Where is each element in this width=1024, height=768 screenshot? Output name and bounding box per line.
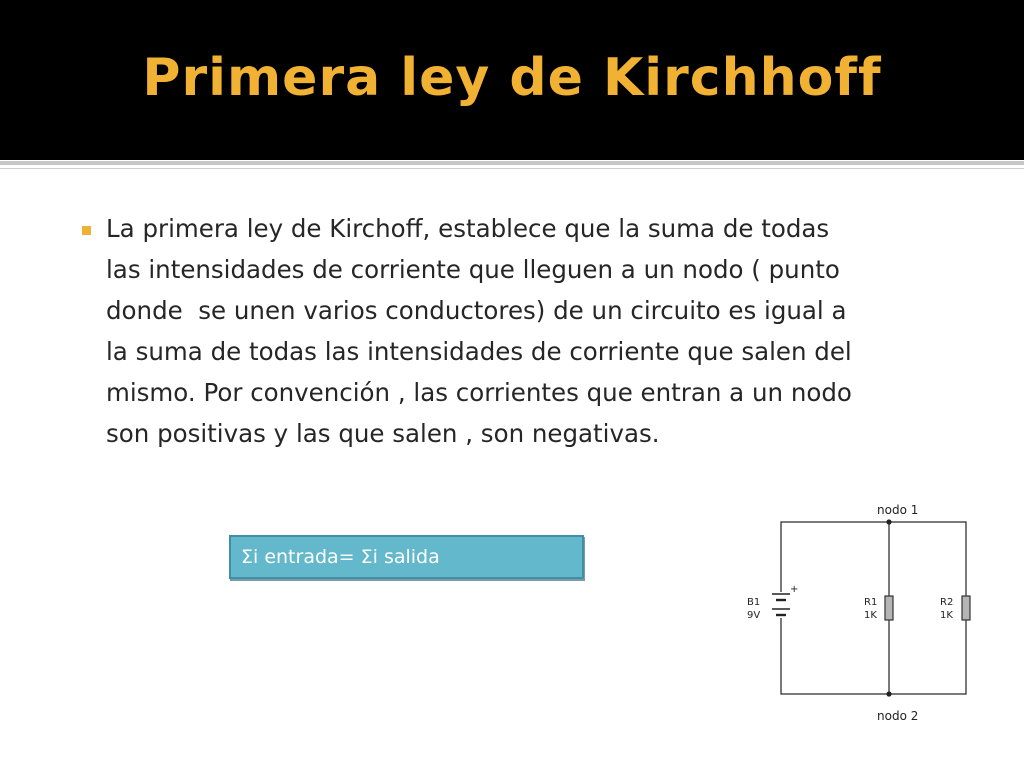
title-bar (0, 0, 1024, 160)
slide-title: Primera ley de Kirchhoff (142, 48, 882, 108)
formula-box (229, 535, 584, 579)
body-line: la suma de todas las intensidades de corriente que salen del (106, 337, 852, 366)
body-line: son positivas y las que salen , son negativas. (106, 419, 660, 448)
body-line: La primera ley de Kirchoff, establece que la suma de todas (106, 214, 830, 243)
node-2-label: nodo 2 (877, 709, 919, 723)
title-divider-thin (0, 168, 1024, 169)
battery-value: 9V (747, 610, 761, 621)
title-divider (0, 161, 1024, 165)
resistor-r2-icon (962, 596, 970, 620)
body-line: mismo. Por convención , las corrientes que entran a un nodo (106, 378, 852, 407)
r1-name: R1 (864, 597, 878, 608)
battery-name: B1 (747, 597, 761, 608)
r2-name: R2 (940, 597, 954, 608)
formula-text: Σi entrada= Σi salida (241, 546, 440, 568)
body-line: donde se unen varios conductores) de un circuito es igual a (106, 296, 847, 325)
r1-value: 1K (864, 610, 877, 621)
node-1-dot (886, 519, 891, 524)
body-line: las intensidades de corriente que lleguen a un nodo ( punto (106, 255, 840, 284)
r2-value: 1K (940, 610, 953, 621)
resistor-r1-icon (885, 596, 893, 620)
battery-polarity: + (790, 584, 799, 595)
bullet-icon (82, 226, 91, 235)
circuit-diagram (730, 495, 1020, 735)
node-1-label: nodo 1 (877, 503, 919, 517)
body-paragraph (106, 208, 966, 454)
node-2-dot (886, 691, 891, 696)
circuit-wires (781, 522, 966, 694)
